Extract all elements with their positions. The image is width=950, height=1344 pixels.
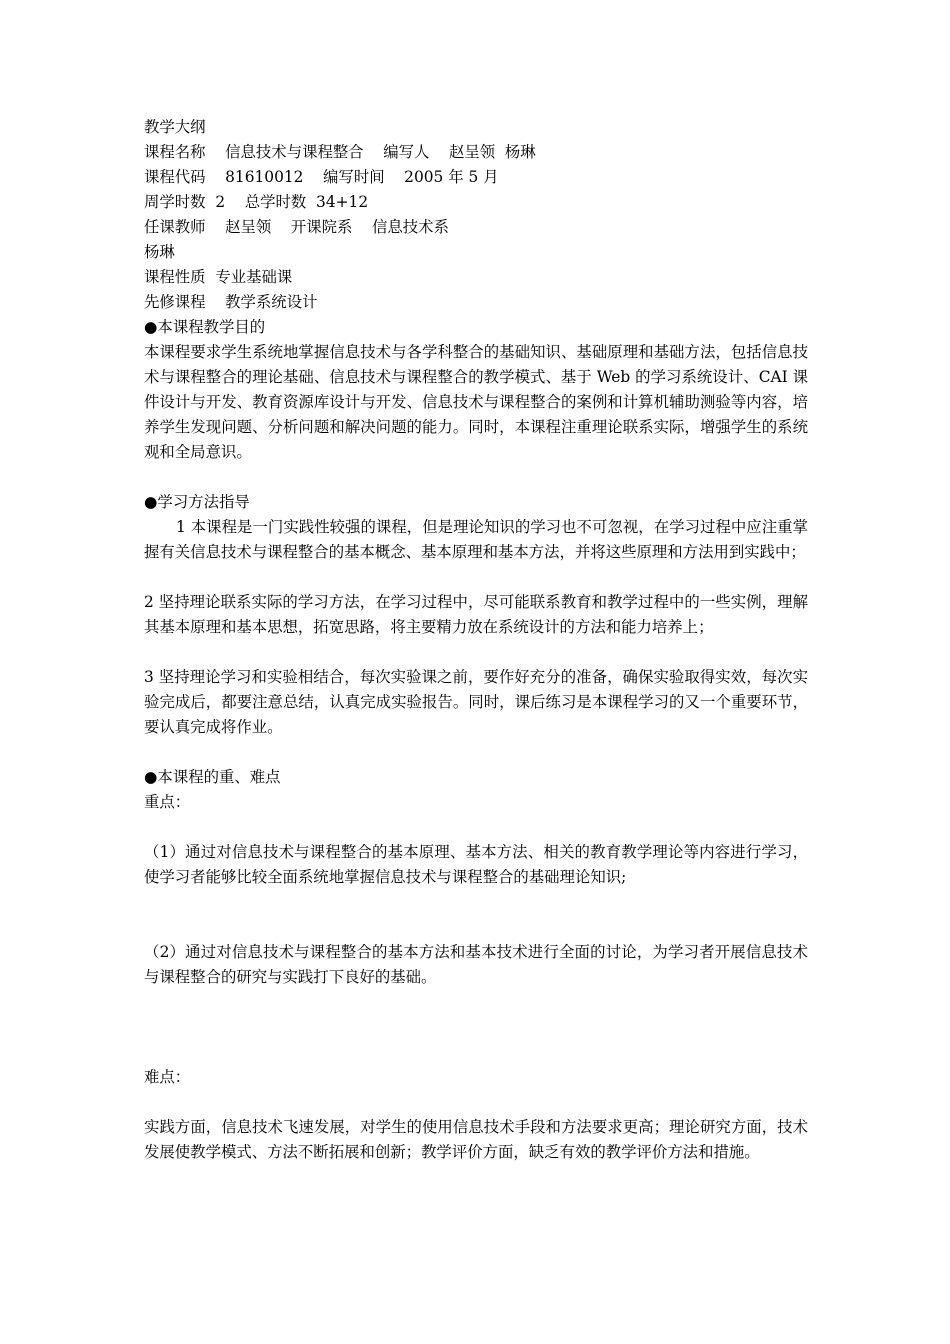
teacher-line: 任课教师 赵呈领 开课院系 信息技术系	[144, 218, 449, 236]
difficulty-label: 难点：	[144, 1068, 191, 1086]
course-nature-line: 课程性质 专业基础课	[144, 268, 293, 286]
purpose-heading: ●本课程教学目的	[144, 318, 266, 336]
prerequisite-line: 先修课程 教学系统设计	[144, 293, 318, 311]
method-item-2: 2 坚持理论联系实际的学习方法，在学习过程中，尽可能联系教育和教学过程中的一些实例，理解其基本原理和基本思想，拓宽思路，将主要精力放在系统设计的方法和能力培养上；	[144, 593, 808, 636]
purpose-paragraph: 本课程要求学生系统地掌握信息技术与各学科整合的基础知识、基础原理和基础方法，包括信息技术与课程整合的理论基础、信息技术与课程整合的教学模式、基于 Web 的学习系统设计、CAI 课件设计与开发、教育资源库设计与开发、信息技术与课程整合的案例和计算机辅助测验等内容，培养学生发现问题、分析问题和解决问题的能力。同时，本课程注重理论联系实际，增强学生的系统观和全局意识。	[144, 343, 808, 461]
method-item-1: 1 本课程是一门实践性较强的课程，但是理论知识的学习也不可忽视，在学习过程中应注重掌握有关信息技术与课程整合的基本概念、基本原理和基本方法，并将这些原理和方法用到实践中；	[144, 518, 808, 561]
difficulty-paragraph: 实践方面，信息技术飞速发展，对学生的使用信息技术手段和方法要求更高；理论研究方面，技术发展使教学模式、方法不断拓展和创新；教学评价方面，缺乏有效的教学评价方法和措施。	[144, 1118, 808, 1161]
hours-line: 周学时数 2 总学时数 34+12	[144, 193, 369, 211]
key-points-label: 重点：	[144, 793, 191, 811]
key-points-heading: ●本课程的重、难点	[144, 768, 281, 786]
key-point-2: （2）通过对信息技术与课程整合的基本方法和基本技术进行全面的讨论，为学习者开展信息技术与课程整合的研究与实践打下良好的基础。	[144, 943, 808, 986]
method-item-3: 3 坚持理论学习和实验相结合，每次实验课之前，要作好充分的准备，确保实验取得实效，每次实验完成后，都要注意总结，认真完成实验报告。同时，课后练习是本课程学习的又一个重要环节，要认真完成将作业。	[144, 668, 808, 736]
syllabus-document	[144, 115, 808, 1165]
teacher-line-continued: 杨琳	[144, 243, 175, 261]
document-title: 教学大纲	[144, 118, 206, 136]
key-point-1: （1）通过对信息技术与课程整合的基本原理、基本方法、相关的教育教学理论等内容进行学习，使学习者能够比较全面系统地掌握信息技术与课程整合的基础理论知识;	[144, 843, 808, 886]
method-heading: ●学习方法指导	[144, 493, 250, 511]
course-code-line: 课程代码 81610012 编写时间 2005 年 5 月	[144, 168, 499, 186]
course-name-line: 课程名称 信息技术与课程整合 编写人 赵呈领 杨琳	[144, 143, 536, 161]
